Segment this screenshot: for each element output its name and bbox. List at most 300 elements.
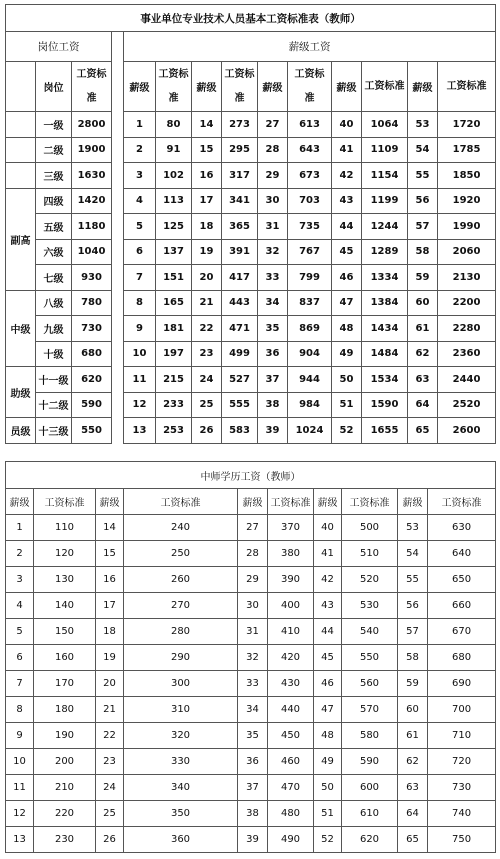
col-grade-header: 薪级 — [332, 62, 362, 112]
col-grade-std-header: 工资标准 — [156, 62, 192, 112]
grade-standard: 2600 — [438, 418, 496, 444]
category-cell: 中级 — [6, 290, 36, 367]
grade-standard: 1199 — [362, 188, 408, 214]
grade-standard: 165 — [156, 290, 192, 316]
grade-standard: 102 — [156, 163, 192, 189]
grade-standard: 430 — [268, 671, 314, 697]
table-row — [6, 593, 496, 619]
grade-number: 24 — [192, 367, 222, 393]
post-level: 五级 — [36, 214, 72, 240]
grade-number: 26 — [96, 827, 124, 853]
grade-number: 30 — [258, 188, 288, 214]
grade-standard: 215 — [156, 367, 192, 393]
grade-number: 28 — [258, 137, 288, 163]
grade-number: 59 — [398, 671, 428, 697]
col-grade-header: 薪级 — [124, 62, 156, 112]
grade-number: 36 — [258, 341, 288, 367]
grade-number: 48 — [314, 723, 342, 749]
grade-number: 51 — [332, 392, 362, 418]
post-level: 六级 — [36, 239, 72, 265]
grade-standard: 740 — [428, 801, 496, 827]
grade-number: 64 — [408, 392, 438, 418]
grade-standard: 470 — [268, 775, 314, 801]
grade-standard: 180 — [34, 697, 96, 723]
grade-standard: 1720 — [438, 112, 496, 138]
table-row — [6, 290, 496, 316]
grade-standard: 1384 — [362, 290, 408, 316]
grade-standard: 390 — [268, 567, 314, 593]
post-standard: 680 — [72, 341, 112, 367]
grade-number: 56 — [398, 593, 428, 619]
grade-number: 50 — [314, 775, 342, 801]
grade-number: 20 — [96, 671, 124, 697]
grade-number: 58 — [398, 645, 428, 671]
grade-number: 19 — [192, 239, 222, 265]
grade-number: 6 — [124, 239, 156, 265]
post-level: 三级 — [36, 163, 72, 189]
grade-number: 29 — [258, 163, 288, 189]
col-grade-std-header: 工资标准 — [288, 62, 332, 112]
grade-number: 57 — [408, 214, 438, 240]
grade-standard: 527 — [222, 367, 258, 393]
grade-standard: 410 — [268, 619, 314, 645]
post-level: 四级 — [36, 188, 72, 214]
grade-standard: 253 — [156, 418, 192, 444]
grade-standard: 510 — [342, 541, 398, 567]
grade-standard: 540 — [342, 619, 398, 645]
grade-number: 10 — [124, 341, 156, 367]
grade-number: 4 — [6, 593, 34, 619]
table-row — [6, 645, 496, 671]
grade-standard: 1334 — [362, 265, 408, 291]
grade-number: 2 — [6, 541, 34, 567]
post-level: 十三级 — [36, 418, 72, 444]
table-row — [6, 515, 496, 541]
grade-standard: 680 — [428, 645, 496, 671]
grade-standard: 140 — [34, 593, 96, 619]
grade-number: 3 — [124, 163, 156, 189]
grade-number: 1 — [124, 112, 156, 138]
grade-number: 39 — [258, 418, 288, 444]
grade-standard: 380 — [268, 541, 314, 567]
grade-standard: 670 — [428, 619, 496, 645]
grade-number: 17 — [192, 188, 222, 214]
table-row — [6, 567, 496, 593]
grade-standard: 1024 — [288, 418, 332, 444]
grade-standard: 125 — [156, 214, 192, 240]
grade-standard: 750 — [428, 827, 496, 853]
grade-number: 15 — [192, 137, 222, 163]
grade-standard: 2520 — [438, 392, 496, 418]
grade-number: 50 — [332, 367, 362, 393]
grade-standard: 1244 — [362, 214, 408, 240]
grade-standard: 250 — [124, 541, 238, 567]
grade-standard: 80 — [156, 112, 192, 138]
grade-standard: 233 — [156, 392, 192, 418]
grade-standard: 270 — [124, 593, 238, 619]
grade-number: 13 — [6, 827, 34, 853]
grade-number: 36 — [238, 749, 268, 775]
post-level: 二级 — [36, 137, 72, 163]
grade-number: 5 — [6, 619, 34, 645]
grade-number: 35 — [258, 316, 288, 342]
grade-number: 21 — [192, 290, 222, 316]
grade-standard: 295 — [222, 137, 258, 163]
grade-standard: 260 — [124, 567, 238, 593]
grade-standard: 767 — [288, 239, 332, 265]
grade-standard: 583 — [222, 418, 258, 444]
grade-standard: 341 — [222, 188, 258, 214]
grade-standard: 550 — [342, 645, 398, 671]
grade-number: 53 — [408, 112, 438, 138]
grade-number: 15 — [96, 541, 124, 567]
grade-number: 45 — [332, 239, 362, 265]
grade-number: 62 — [408, 341, 438, 367]
grade-standard: 630 — [428, 515, 496, 541]
grade-standard: 600 — [342, 775, 398, 801]
post-standard: 1040 — [72, 239, 112, 265]
grade-number: 53 — [398, 515, 428, 541]
grade-number: 63 — [398, 775, 428, 801]
grade-standard: 904 — [288, 341, 332, 367]
category-cell-empty — [6, 163, 36, 189]
grade-number: 26 — [192, 418, 222, 444]
grade-standard: 290 — [124, 645, 238, 671]
table-row — [6, 418, 496, 444]
post-level: 九级 — [36, 316, 72, 342]
grade-standard: 640 — [428, 541, 496, 567]
post-standard: 1900 — [72, 137, 112, 163]
col-grade-header: 薪级 — [238, 489, 268, 515]
grade-standard: 370 — [268, 515, 314, 541]
grade-standard: 350 — [124, 801, 238, 827]
grade-standard: 280 — [124, 619, 238, 645]
grade-standard: 620 — [342, 827, 398, 853]
grade-standard: 210 — [34, 775, 96, 801]
grade-number: 61 — [398, 723, 428, 749]
table2-title: 中师学历工资（教师） — [6, 462, 496, 489]
col-grade-header: 薪级 — [408, 62, 438, 112]
secondary-normal-salary-table — [5, 461, 496, 853]
table-row — [6, 214, 496, 240]
grade-standard: 2130 — [438, 265, 496, 291]
grade-number: 29 — [238, 567, 268, 593]
grade-standard: 2440 — [438, 367, 496, 393]
grade-standard: 310 — [124, 697, 238, 723]
grade-standard: 673 — [288, 163, 332, 189]
table-row — [6, 619, 496, 645]
grade-standard: 944 — [288, 367, 332, 393]
grade-standard: 590 — [342, 749, 398, 775]
post-standard: 1420 — [72, 188, 112, 214]
grade-number: 2 — [124, 137, 156, 163]
grade-number: 57 — [398, 619, 428, 645]
grade-number: 14 — [96, 515, 124, 541]
grade-number: 14 — [192, 112, 222, 138]
post-standard: 590 — [72, 392, 112, 418]
category-cell-empty — [6, 112, 36, 138]
col-std-header: 工资标准 — [342, 489, 398, 515]
grade-number: 10 — [6, 749, 34, 775]
grade-standard: 499 — [222, 341, 258, 367]
grade-standard: 440 — [268, 697, 314, 723]
grade-number: 7 — [6, 671, 34, 697]
grade-number: 49 — [332, 341, 362, 367]
col-post-std-header: 工资标准 — [72, 62, 112, 112]
col-grade-header: 薪级 — [192, 62, 222, 112]
post-standard: 1630 — [72, 163, 112, 189]
grade-standard: 1655 — [362, 418, 408, 444]
col-std-header: 工资标准 — [124, 489, 238, 515]
grade-standard: 137 — [156, 239, 192, 265]
grade-number: 41 — [314, 541, 342, 567]
grade-standard: 113 — [156, 188, 192, 214]
grade-standard: 2280 — [438, 316, 496, 342]
grade-number: 25 — [96, 801, 124, 827]
grade-number: 37 — [258, 367, 288, 393]
grade-number: 3 — [6, 567, 34, 593]
grade-number: 22 — [192, 316, 222, 342]
grade-standard: 984 — [288, 392, 332, 418]
grade-number: 38 — [238, 801, 268, 827]
grade-standard: 320 — [124, 723, 238, 749]
grade-number: 42 — [314, 567, 342, 593]
grade-standard: 1154 — [362, 163, 408, 189]
grade-number: 39 — [238, 827, 268, 853]
col-grade-std-header: 工资标准 — [438, 62, 496, 112]
grade-number: 13 — [124, 418, 156, 444]
grade-standard: 130 — [34, 567, 96, 593]
grade-standard: 273 — [222, 112, 258, 138]
grade-standard: 230 — [34, 827, 96, 853]
grade-number: 58 — [408, 239, 438, 265]
grade-number: 8 — [6, 697, 34, 723]
grade-number: 59 — [408, 265, 438, 291]
grade-standard: 613 — [288, 112, 332, 138]
grade-number: 30 — [238, 593, 268, 619]
grade-number: 11 — [6, 775, 34, 801]
grade-standard: 869 — [288, 316, 332, 342]
grade-standard: 1434 — [362, 316, 408, 342]
col-grade-header: 薪级 — [314, 489, 342, 515]
grade-standard: 360 — [124, 827, 238, 853]
grade-number: 60 — [398, 697, 428, 723]
grade-number: 33 — [258, 265, 288, 291]
post-standard: 2800 — [72, 112, 112, 138]
table-row — [6, 775, 496, 801]
grade-standard: 190 — [34, 723, 96, 749]
table-row — [6, 723, 496, 749]
grade-number: 43 — [314, 593, 342, 619]
post-level: 八级 — [36, 290, 72, 316]
col-grade-header: 薪级 — [398, 489, 428, 515]
table-row — [6, 801, 496, 827]
grade-standard: 560 — [342, 671, 398, 697]
grade-standard: 197 — [156, 341, 192, 367]
grade-number: 47 — [332, 290, 362, 316]
table-row — [6, 265, 496, 291]
table-row — [6, 749, 496, 775]
table-row — [6, 188, 496, 214]
grade-number: 56 — [408, 188, 438, 214]
post-level: 七级 — [36, 265, 72, 291]
grade-number: 23 — [192, 341, 222, 367]
grade-standard: 500 — [342, 515, 398, 541]
grade-number: 61 — [408, 316, 438, 342]
post-standard: 930 — [72, 265, 112, 291]
grade-standard: 443 — [222, 290, 258, 316]
grade-standard: 150 — [34, 619, 96, 645]
grade-number: 8 — [124, 290, 156, 316]
grade-number: 7 — [124, 265, 156, 291]
grade-number: 46 — [314, 671, 342, 697]
post-salary-header: 岗位工资 — [6, 32, 112, 62]
grade-number: 1 — [6, 515, 34, 541]
grade-standard: 555 — [222, 392, 258, 418]
grade-number: 52 — [332, 418, 362, 444]
grade-number: 31 — [258, 214, 288, 240]
grade-number: 24 — [96, 775, 124, 801]
post-level: 十级 — [36, 341, 72, 367]
grade-number: 17 — [96, 593, 124, 619]
grade-standard: 700 — [428, 697, 496, 723]
post-level: 十二级 — [36, 392, 72, 418]
post-level: 十一级 — [36, 367, 72, 393]
grade-number: 42 — [332, 163, 362, 189]
table-row — [6, 827, 496, 853]
grade-standard: 1590 — [362, 392, 408, 418]
grade-standard: 317 — [222, 163, 258, 189]
category-cell: 副高 — [6, 188, 36, 290]
grade-number: 16 — [192, 163, 222, 189]
grade-number: 32 — [238, 645, 268, 671]
grade-standard: 570 — [342, 697, 398, 723]
grade-number: 45 — [314, 645, 342, 671]
grade-standard: 2060 — [438, 239, 496, 265]
grade-standard: 1920 — [438, 188, 496, 214]
grade-standard: 391 — [222, 239, 258, 265]
grade-number: 5 — [124, 214, 156, 240]
grade-number: 51 — [314, 801, 342, 827]
grade-number: 62 — [398, 749, 428, 775]
grade-standard: 480 — [268, 801, 314, 827]
post-standard: 730 — [72, 316, 112, 342]
grade-standard: 460 — [268, 749, 314, 775]
grade-number: 60 — [408, 290, 438, 316]
grade-number: 6 — [6, 645, 34, 671]
grade-standard: 160 — [34, 645, 96, 671]
grade-number: 27 — [258, 112, 288, 138]
grade-standard: 91 — [156, 137, 192, 163]
grade-number: 37 — [238, 775, 268, 801]
post-standard: 1180 — [72, 214, 112, 240]
grade-number: 55 — [398, 567, 428, 593]
grade-number: 41 — [332, 137, 362, 163]
grade-number: 23 — [96, 749, 124, 775]
grade-standard: 400 — [268, 593, 314, 619]
col-grade-std-header: 工资标准 — [362, 62, 408, 112]
grade-number: 48 — [332, 316, 362, 342]
grade-standard: 1850 — [438, 163, 496, 189]
grade-number: 16 — [96, 567, 124, 593]
grade-standard: 330 — [124, 749, 238, 775]
grade-standard: 660 — [428, 593, 496, 619]
basic-salary-table — [5, 4, 496, 444]
grade-standard: 120 — [34, 541, 96, 567]
grade-standard: 703 — [288, 188, 332, 214]
grade-standard: 1534 — [362, 367, 408, 393]
grade-standard: 1990 — [438, 214, 496, 240]
col-grade-header: 薪级 — [258, 62, 288, 112]
grade-standard: 220 — [34, 801, 96, 827]
table-row — [6, 163, 496, 189]
grade-standard: 181 — [156, 316, 192, 342]
col-grade-std-header: 工资标准 — [222, 62, 258, 112]
grade-number: 46 — [332, 265, 362, 291]
table-row — [6, 239, 496, 265]
grade-number: 32 — [258, 239, 288, 265]
grade-standard: 520 — [342, 567, 398, 593]
grade-number: 21 — [96, 697, 124, 723]
grade-salary-header: 薪级工资 — [124, 32, 496, 62]
table-row — [6, 697, 496, 723]
grade-standard: 1289 — [362, 239, 408, 265]
grade-standard: 365 — [222, 214, 258, 240]
category-cell-empty — [6, 137, 36, 163]
grade-standard: 720 — [428, 749, 496, 775]
col-std-header: 工资标准 — [428, 489, 496, 515]
grade-number: 9 — [124, 316, 156, 342]
grade-number: 44 — [332, 214, 362, 240]
grade-number: 34 — [238, 697, 268, 723]
table-row — [6, 341, 496, 367]
grade-standard: 735 — [288, 214, 332, 240]
grade-number: 18 — [96, 619, 124, 645]
grade-standard: 300 — [124, 671, 238, 697]
table-row — [6, 671, 496, 697]
grade-number: 63 — [408, 367, 438, 393]
grade-number: 43 — [332, 188, 362, 214]
grade-standard: 1785 — [438, 137, 496, 163]
category-cell: 员级 — [6, 418, 36, 444]
grade-number: 33 — [238, 671, 268, 697]
col-grade-header: 薪级 — [6, 489, 34, 515]
table-row — [6, 541, 496, 567]
grade-number: 12 — [6, 801, 34, 827]
grade-standard: 110 — [34, 515, 96, 541]
grade-standard: 450 — [268, 723, 314, 749]
col-std-header: 工资标准 — [34, 489, 96, 515]
grade-standard: 690 — [428, 671, 496, 697]
grade-number: 28 — [238, 541, 268, 567]
grade-number: 49 — [314, 749, 342, 775]
grade-number: 64 — [398, 801, 428, 827]
grade-number: 38 — [258, 392, 288, 418]
post-standard: 620 — [72, 367, 112, 393]
grade-number: 35 — [238, 723, 268, 749]
grade-number: 55 — [408, 163, 438, 189]
grade-standard: 417 — [222, 265, 258, 291]
grade-standard: 170 — [34, 671, 96, 697]
grade-standard: 580 — [342, 723, 398, 749]
grade-number: 11 — [124, 367, 156, 393]
grade-standard: 420 — [268, 645, 314, 671]
grade-number: 65 — [398, 827, 428, 853]
table-row — [6, 137, 496, 163]
grade-number: 54 — [398, 541, 428, 567]
post-standard: 550 — [72, 418, 112, 444]
grade-standard: 490 — [268, 827, 314, 853]
